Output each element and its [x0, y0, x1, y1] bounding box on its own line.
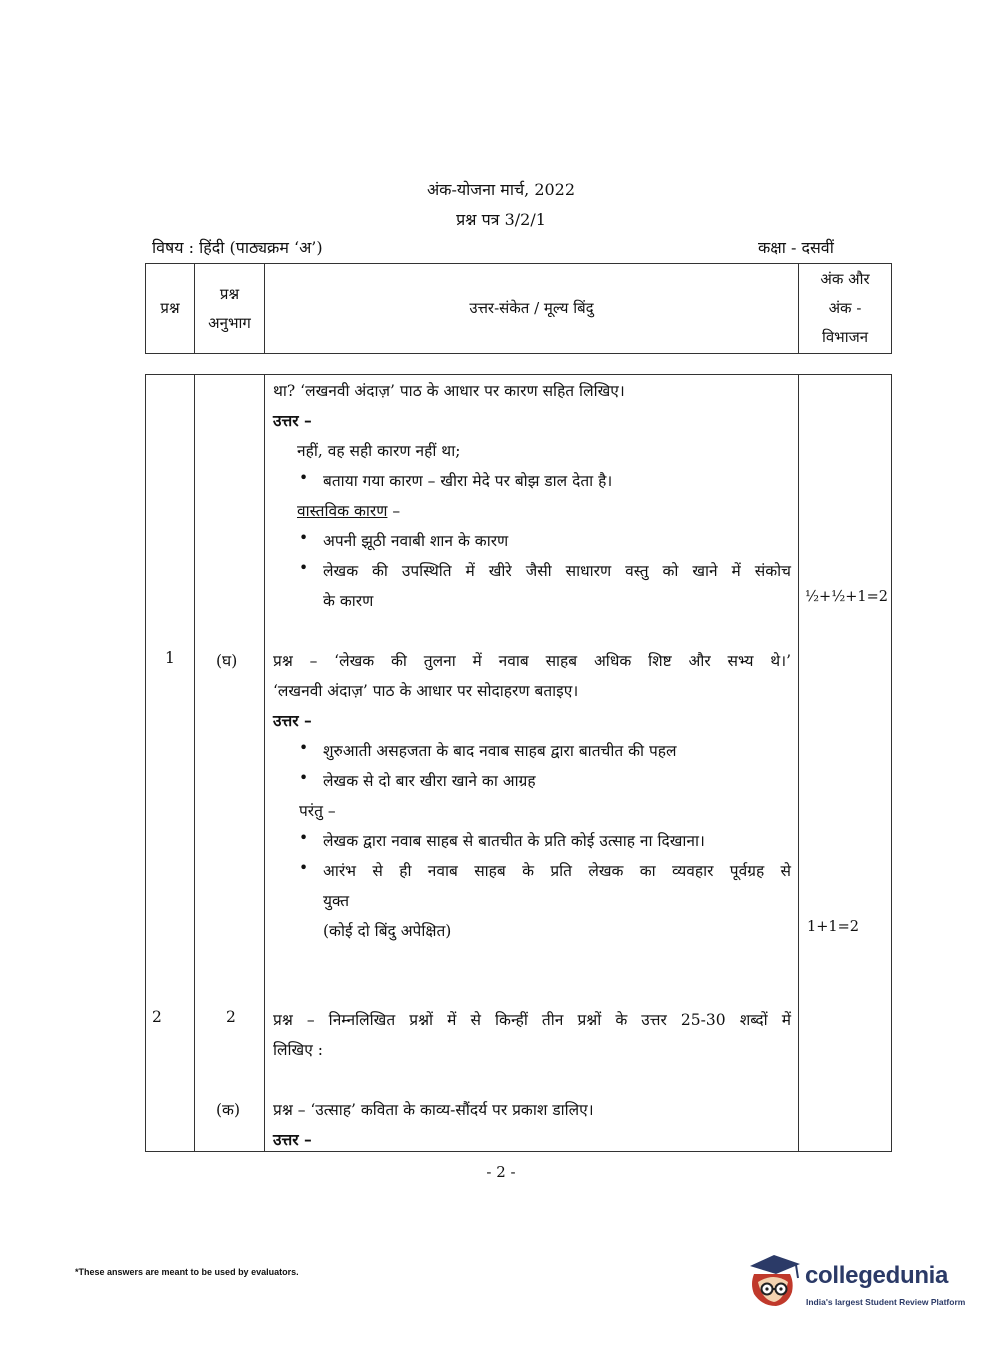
bullet-point: • लेखक की उपस्थिति में खीरे जैसी साधारण वस्तु को खाने में संकोच	[323, 559, 791, 581]
section-label: (घ)	[216, 652, 238, 670]
section-label: (क)	[216, 1101, 240, 1119]
answer-line: परंतु –	[299, 802, 336, 820]
logo-wordmark: collegedunia	[805, 1262, 949, 1289]
question-text: प्रश्न – ‘लेखक की तुलना में नवाब साहब अधिक शिष्ट और सभ्य थे।’	[273, 652, 791, 670]
marks-value: ½+½+1=2	[805, 589, 889, 605]
answer-note: (कोई दो बिंदु अपेक्षित)	[323, 922, 452, 940]
evaluator-note: *These answers are meant to be used by evaluators.	[75, 1267, 299, 1277]
answer-cell	[265, 375, 799, 1152]
subject-label: विषय : हिंदी (पाठ्यक्रम ‘अ’)	[152, 238, 323, 257]
collegedunia-logo	[744, 1252, 974, 1312]
col-question: प्रश्न	[146, 264, 195, 354]
bullet-point: • शुरुआती असहजता के बाद नवाब साहब द्वारा बातचीत की पहल	[323, 739, 677, 761]
question-number: 1	[165, 649, 175, 667]
column-header-table	[145, 263, 892, 354]
answer-subheading: वास्तविक कारण –	[297, 502, 401, 520]
question-text: ‘लखनवी अंदाज़’ पाठ के आधार पर सोदाहरण बताइए।	[273, 682, 579, 700]
answer-label: उत्तर –	[273, 711, 312, 730]
question-text: प्रश्न – ‘उत्साह’ कविता के काव्य-सौंदर्य पर प्रकाश डालिए।	[273, 1101, 594, 1119]
col-answer: उत्तर-संकेत / मूल्य बिंदु	[265, 264, 799, 354]
bullet-point: • लेखक द्वारा नवाब साहब से बातचीत के प्रति कोई उत्साह ना दिखाना।	[323, 829, 705, 851]
col-marks: अंक और अंक - विभाजन	[799, 264, 892, 354]
question-number: 2	[152, 1008, 162, 1026]
bullet-point: • बताया गया कारण – खीरा मेदे पर बोझ डाल देता है।	[323, 469, 612, 491]
graduate-mascot-icon	[744, 1252, 806, 1312]
answer-table	[145, 374, 892, 1152]
answer-line: नहीं, वह सही कारण नहीं था;	[297, 442, 461, 460]
answer-line: के कारण	[323, 592, 374, 610]
page-number: - 2 -	[486, 1163, 516, 1181]
class-label: कक्षा - दसवीं	[758, 238, 834, 257]
answer-label: उत्तर –	[273, 1130, 312, 1149]
question-text: लिखिए :	[273, 1041, 323, 1059]
marks-cell	[799, 375, 892, 1152]
scheme-title: अंक-योजना मार्च, 2022	[426, 180, 576, 199]
paper-code: प्रश्न पत्र 3/2/1	[456, 210, 546, 229]
col-section: प्रश्न अनुभाग	[195, 264, 265, 354]
section-label: 2	[226, 1008, 236, 1026]
question-text: प्रश्न – निम्नलिखित प्रश्नों में से किन्हीं तीन प्रश्नों के उत्तर 25-30 शब्दों में	[273, 1011, 791, 1029]
section-cell	[195, 375, 265, 1152]
answer-line: युक्त	[323, 892, 350, 910]
answer-label: उत्तर –	[273, 411, 312, 430]
bullet-point: • आरंभ से ही नवाब साहब के प्रति लेखक का व्यवहार पूर्वग्रह से	[323, 859, 791, 881]
bullet-point: • लेखक से दो बार खीरा खाने का आग्रह	[323, 769, 536, 791]
marks-value: 1+1=2	[807, 919, 859, 935]
question-number-cell	[146, 375, 195, 1152]
answer-line: था? ‘लखनवी अंदाज़’ पाठ के आधार पर कारण सहित लिखिए।	[273, 382, 625, 400]
logo-tagline: India's largest Student Review Platform	[806, 1297, 966, 1307]
bullet-point: • अपनी झूठी नवाबी शान के कारण	[323, 529, 508, 551]
